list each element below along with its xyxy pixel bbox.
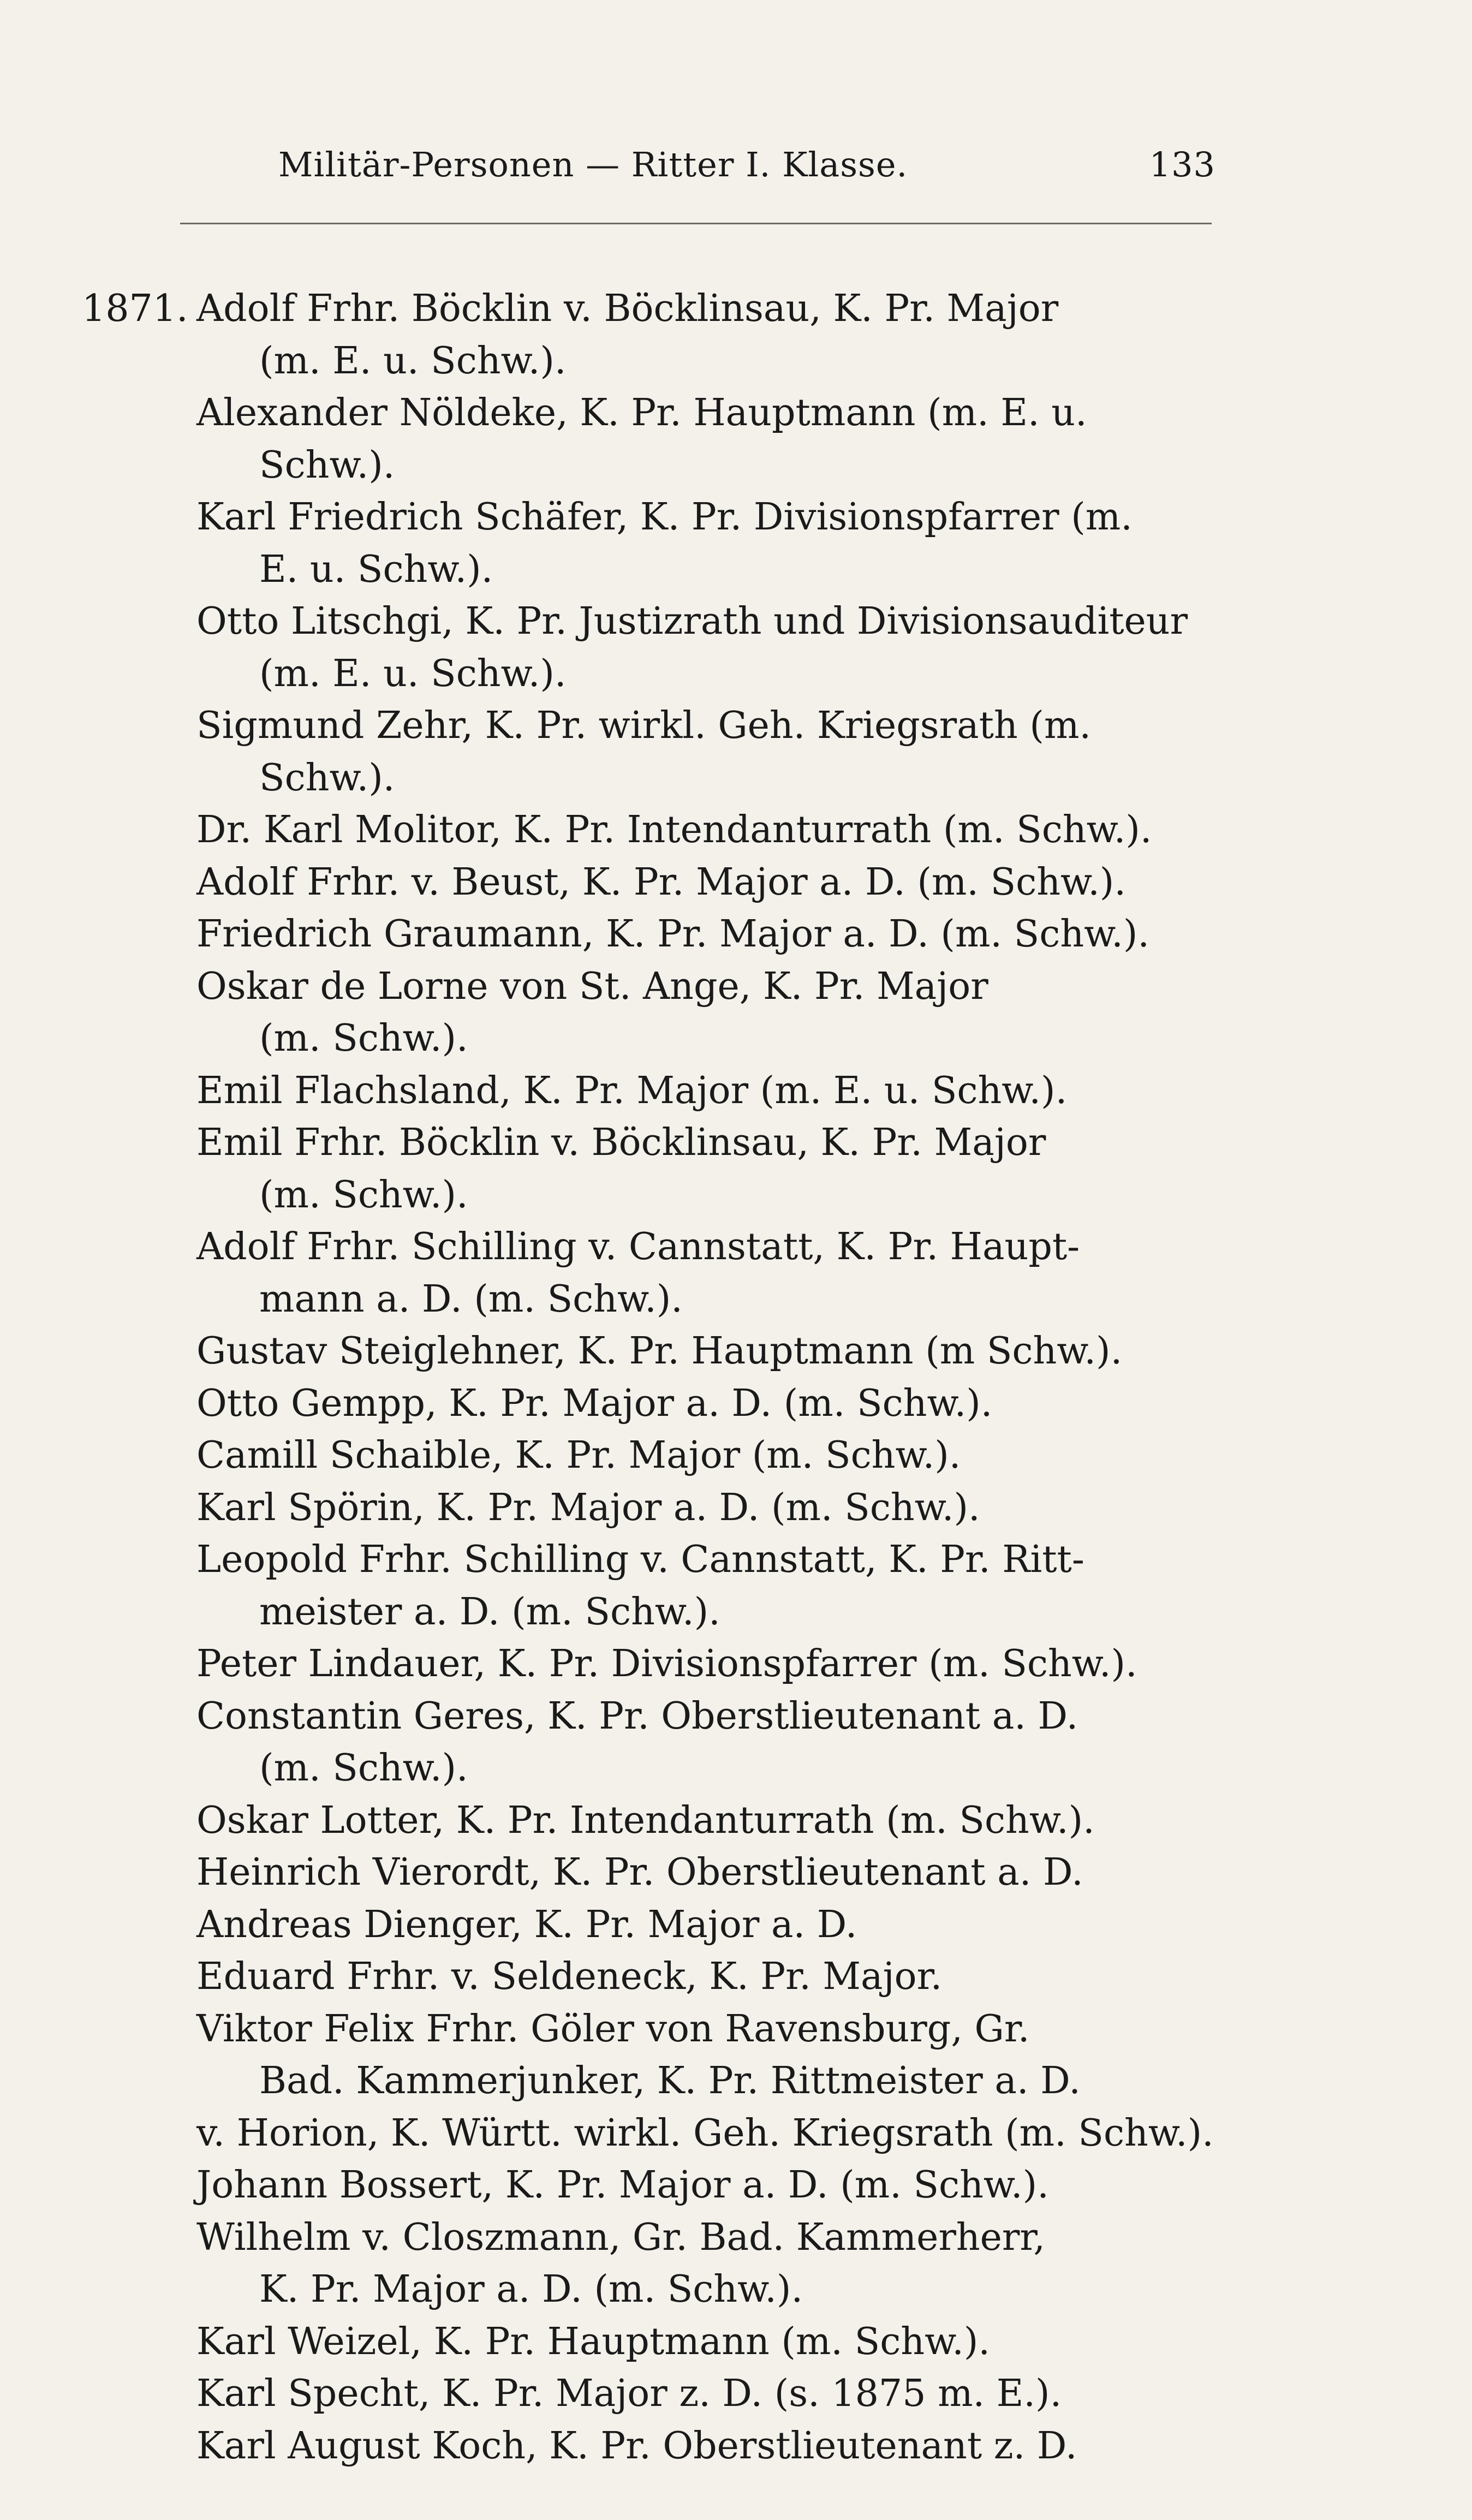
entry-line: Eduard Frhr. v. Seldeneck, K. Pr. Major. [196, 1955, 943, 1998]
entry-line: Karl Friedrich Schäfer, K. Pr. Divisionspfarrer (m. [196, 496, 1133, 539]
list-item [82, 1429, 1217, 1482]
entry-line: Andreas Dienger, K. Pr. Major a. D. [196, 1903, 857, 1946]
list-item [82, 1899, 1217, 1951]
list-item [82, 2212, 1217, 2316]
entry-list [82, 283, 1217, 2472]
entry-line: Karl Specht, K. Pr. Major z. D. (s. 1875 m. E.). [196, 2372, 1062, 2415]
entry-line: Karl Spörin, K. Pr. Major a. D. (m. Schw.). [196, 1486, 980, 1529]
list-item [82, 1378, 1217, 1430]
list-item [82, 1690, 1217, 1795]
list-item [82, 1482, 1217, 1534]
list-item [82, 2003, 1217, 2107]
entry-line: Viktor Felix Frhr. Göler von Ravensburg, Gr. [196, 2007, 1030, 2051]
entry-continuation-line: meister a. D. (m. Schw.). [259, 1590, 720, 1634]
entry-line: Emil Frhr. Böcklin v. Böcklinsau, K. Pr. Major [196, 1121, 1046, 1164]
list-item [82, 1638, 1217, 1690]
entry-continuation-line: Schw.). [259, 443, 395, 487]
entry-continuation-line: (m. E. u. Schw.). [259, 652, 567, 695]
list-item [82, 804, 1217, 856]
list-item [82, 1325, 1217, 1378]
entry-continuation-line: (m. Schw.). [259, 1747, 468, 1790]
entry-continuation-line: Schw.). [259, 756, 395, 800]
list-item [82, 2420, 1217, 2473]
entry-line: Otto Gempp, K. Pr. Major a. D. (m. Schw.). [196, 1381, 993, 1425]
entry-line: Adolf Frhr. v. Beust, K. Pr. Major a. D. (m. Schw.). [196, 860, 1126, 904]
entry-line: Wilhelm v. Closzmann, Gr. Bad. Kammerherr, [196, 2215, 1046, 2259]
list-item [82, 1117, 1217, 1221]
entry-continuation-line: (m. Schw.). [259, 1173, 468, 1217]
list-item [82, 1951, 1217, 2003]
entry-line: Adolf Frhr. Böcklin v. Böcklinsau, K. Pr. Major [196, 287, 1059, 330]
entry-continuation-line: Bad. Kammerjunker, K. Pr. Rittmeister a. D. [259, 2059, 1081, 2102]
entry-line: v. Horion, K. Württ. wirkl. Geh. Kriegsrath (m. Schw.). [196, 2111, 1214, 2155]
entry-year: 1871. [82, 287, 188, 330]
entry-continuation-line: (m. Schw.). [259, 1017, 468, 1060]
list-item [82, 2316, 1217, 2368]
list-item [82, 1795, 1217, 1847]
entry-line: Friedrich Graumann, K. Pr. Major a. D. (m. Schw.). [196, 913, 1150, 956]
list-item [82, 595, 1217, 700]
list-item [82, 1065, 1217, 1117]
entry-line: Karl Weizel, K. Pr. Hauptmann (m. Schw.). [196, 2320, 990, 2363]
list-item [82, 908, 1217, 961]
entry-line: Oskar Lotter, K. Pr. Intendanturrath (m. Schw.). [196, 1798, 1095, 1842]
entry-line: Emil Flachsland, K. Pr. Major (m. E. u. Schw.). [196, 1069, 1068, 1112]
list-item [82, 2368, 1217, 2420]
entry-line: Gustav Steiglehner, K. Pr. Hauptmann (m Schw.). [196, 1330, 1123, 1373]
entry-line: Alexander Nöldeke, K. Pr. Hauptmann (m. E. u. [196, 391, 1087, 434]
entry-line: Otto Litschgi, K. Pr. Justizrath und Divisionsauditeur [196, 600, 1188, 643]
entry-line: Oskar de Lorne von St. Ange, K. Pr. Major [196, 964, 988, 1008]
list-item [82, 491, 1217, 595]
entry-line: Karl August Koch, K. Pr. Oberstlieutenant z. D. [196, 2424, 1077, 2468]
entry-line: Adolf Frhr. Schilling v. Cannstatt, K. Pr. Haupt- [196, 1225, 1080, 1268]
page-number: 133 [1149, 145, 1215, 184]
list-item [82, 1534, 1217, 1638]
list-item [82, 856, 1217, 909]
list-item [82, 1846, 1217, 1899]
list-item [82, 283, 1217, 387]
list-item [82, 2107, 1217, 2160]
running-head [180, 145, 1215, 184]
entry-line: Leopold Frhr. Schilling v. Cannstatt, K. Pr. Ritt- [196, 1538, 1084, 1581]
list-item [82, 961, 1217, 1065]
entry-continuation-line: mann a. D. (m. Schw.). [259, 1277, 683, 1321]
entry-line: Sigmund Zehr, K. Pr. wirkl. Geh. Kriegsrath (m. [196, 704, 1092, 747]
list-item [82, 700, 1217, 804]
header-rule [180, 223, 1212, 224]
entry-continuation-line: E. u. Schw.). [259, 547, 493, 591]
list-item [82, 1221, 1217, 1325]
entry-line: Constantin Geres, K. Pr. Oberstlieutenant a. D. [196, 1694, 1078, 1738]
entry-line: Johann Bossert, K. Pr. Major a. D. (m. Schw.). [196, 2164, 1049, 2207]
entry-line: Heinrich Vierordt, K. Pr. Oberstlieutenant a. D. [196, 1851, 1083, 1894]
entry-continuation-line: K. Pr. Major a. D. (m. Schw.). [259, 2268, 803, 2311]
list-item [82, 387, 1217, 491]
entry-continuation-line: (m. E. u. Schw.). [259, 339, 567, 383]
entry-line: Camill Schaible, K. Pr. Major (m. Schw.). [196, 1434, 961, 1477]
page-title: Militär-Personen — Ritter I. Klasse. [278, 145, 908, 184]
entry-line: Dr. Karl Molitor, K. Pr. Intendanturrath (m. Schw.). [196, 808, 1152, 851]
list-item [82, 2159, 1217, 2212]
entry-line: Peter Lindauer, K. Pr. Divisionspfarrer (m. Schw.). [196, 1642, 1137, 1685]
